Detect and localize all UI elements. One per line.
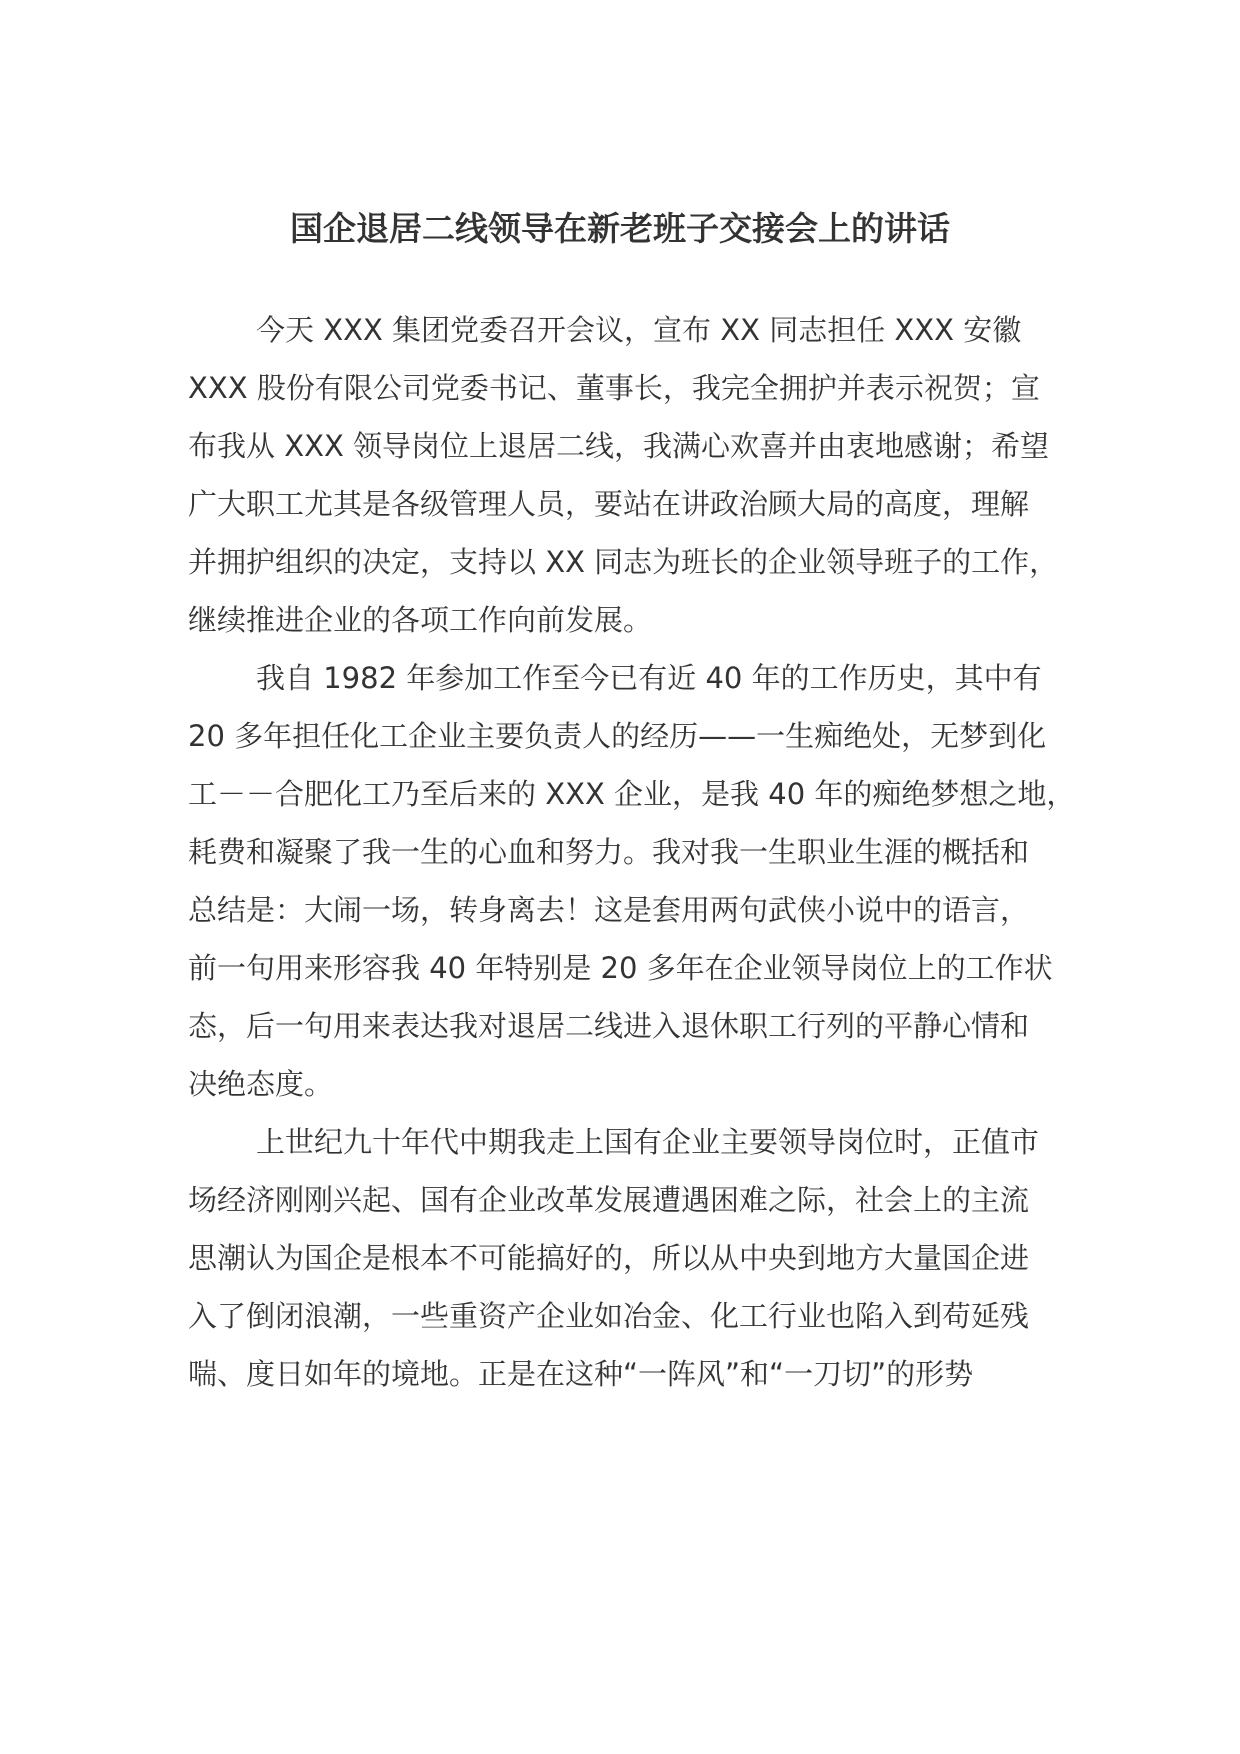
- paragraph-1-line-5: 并拥护组织的决定，支持以 XX 同志为班长的企业领导班子的工作，: [188, 545, 1059, 579]
- paragraph-3-line-5: 喘、度日如年的境地。正是在这种“一阵风”和“一刀切”的形势: [188, 1357, 974, 1391]
- paragraph-2-line-6: 前一句用来形容我 40 年特别是 20 多年在企业领导岗位上的工作状: [188, 951, 1053, 985]
- paragraph-2-line-8: 决绝态度。: [188, 1067, 334, 1101]
- paragraph-3-line-4: 入了倒闭浪潮，一些重资产企业如冶金、化工行业也陷入到苟延残: [188, 1299, 1030, 1333]
- paragraph-1-line-4: 广大职工尤其是各级管理人员，要站在讲政治顾大局的高度，理解: [188, 487, 1030, 521]
- paragraph-1-line-2: XXX 股份有限公司党委书记、董事长，我完全拥护并表示祝贺；宣: [188, 371, 1040, 405]
- paragraph-1-line-6: 继续推进企业的各项工作向前发展。: [188, 603, 653, 637]
- paragraph-2-line-3: 工－－合肥化工乃至后来的 XXX 企业，是我 40 年的痴绝梦想之地，: [188, 777, 1076, 811]
- paragraph-2-line-1: 我自 1982 年参加工作至今已有近 40 年的工作历史，其中有: [256, 661, 1042, 695]
- paragraph-3-line-2: 场经济刚刚兴起、国有企业改革发展遭遇困难之际，社会上的主流: [188, 1183, 1030, 1217]
- paragraph-2-line-7: 态，后一句用来表达我对退居二线进入退休职工行列的平静心情和: [188, 1009, 1030, 1043]
- paragraph-2-line-5: 总结是：大闹一场，转身离去！这是套用两句武侠小说中的语言，: [188, 893, 1030, 927]
- paragraph-2-line-2: 20 多年担任化工企业主要负责人的经历——一生痴绝处，无梦到化: [188, 719, 1047, 753]
- paragraph-1-line-3: 布我从 XXX 领导岗位上退居二线，我满心欢喜并由衷地感谢；希望: [188, 429, 1050, 463]
- paragraph-2-line-4: 耗费和凝聚了我一生的心血和努力。我对我一生职业生涯的概括和: [188, 835, 1030, 869]
- document-title: 国企退居二线领导在新老班子交接会上的讲话: [290, 209, 950, 248]
- paragraph-3-line-1: 上世纪九十年代中期我走上国有企业主要领导岗位时，正值市: [256, 1125, 1040, 1159]
- paragraph-3-line-3: 思潮认为国企是根本不可能搞好的，所以从中央到地方大量国企进: [188, 1241, 1030, 1275]
- paragraph-1-line-1: 今天 XXX 集团党委召开会议，宣布 XX 同志担任 XXX 安徽: [256, 313, 1022, 347]
